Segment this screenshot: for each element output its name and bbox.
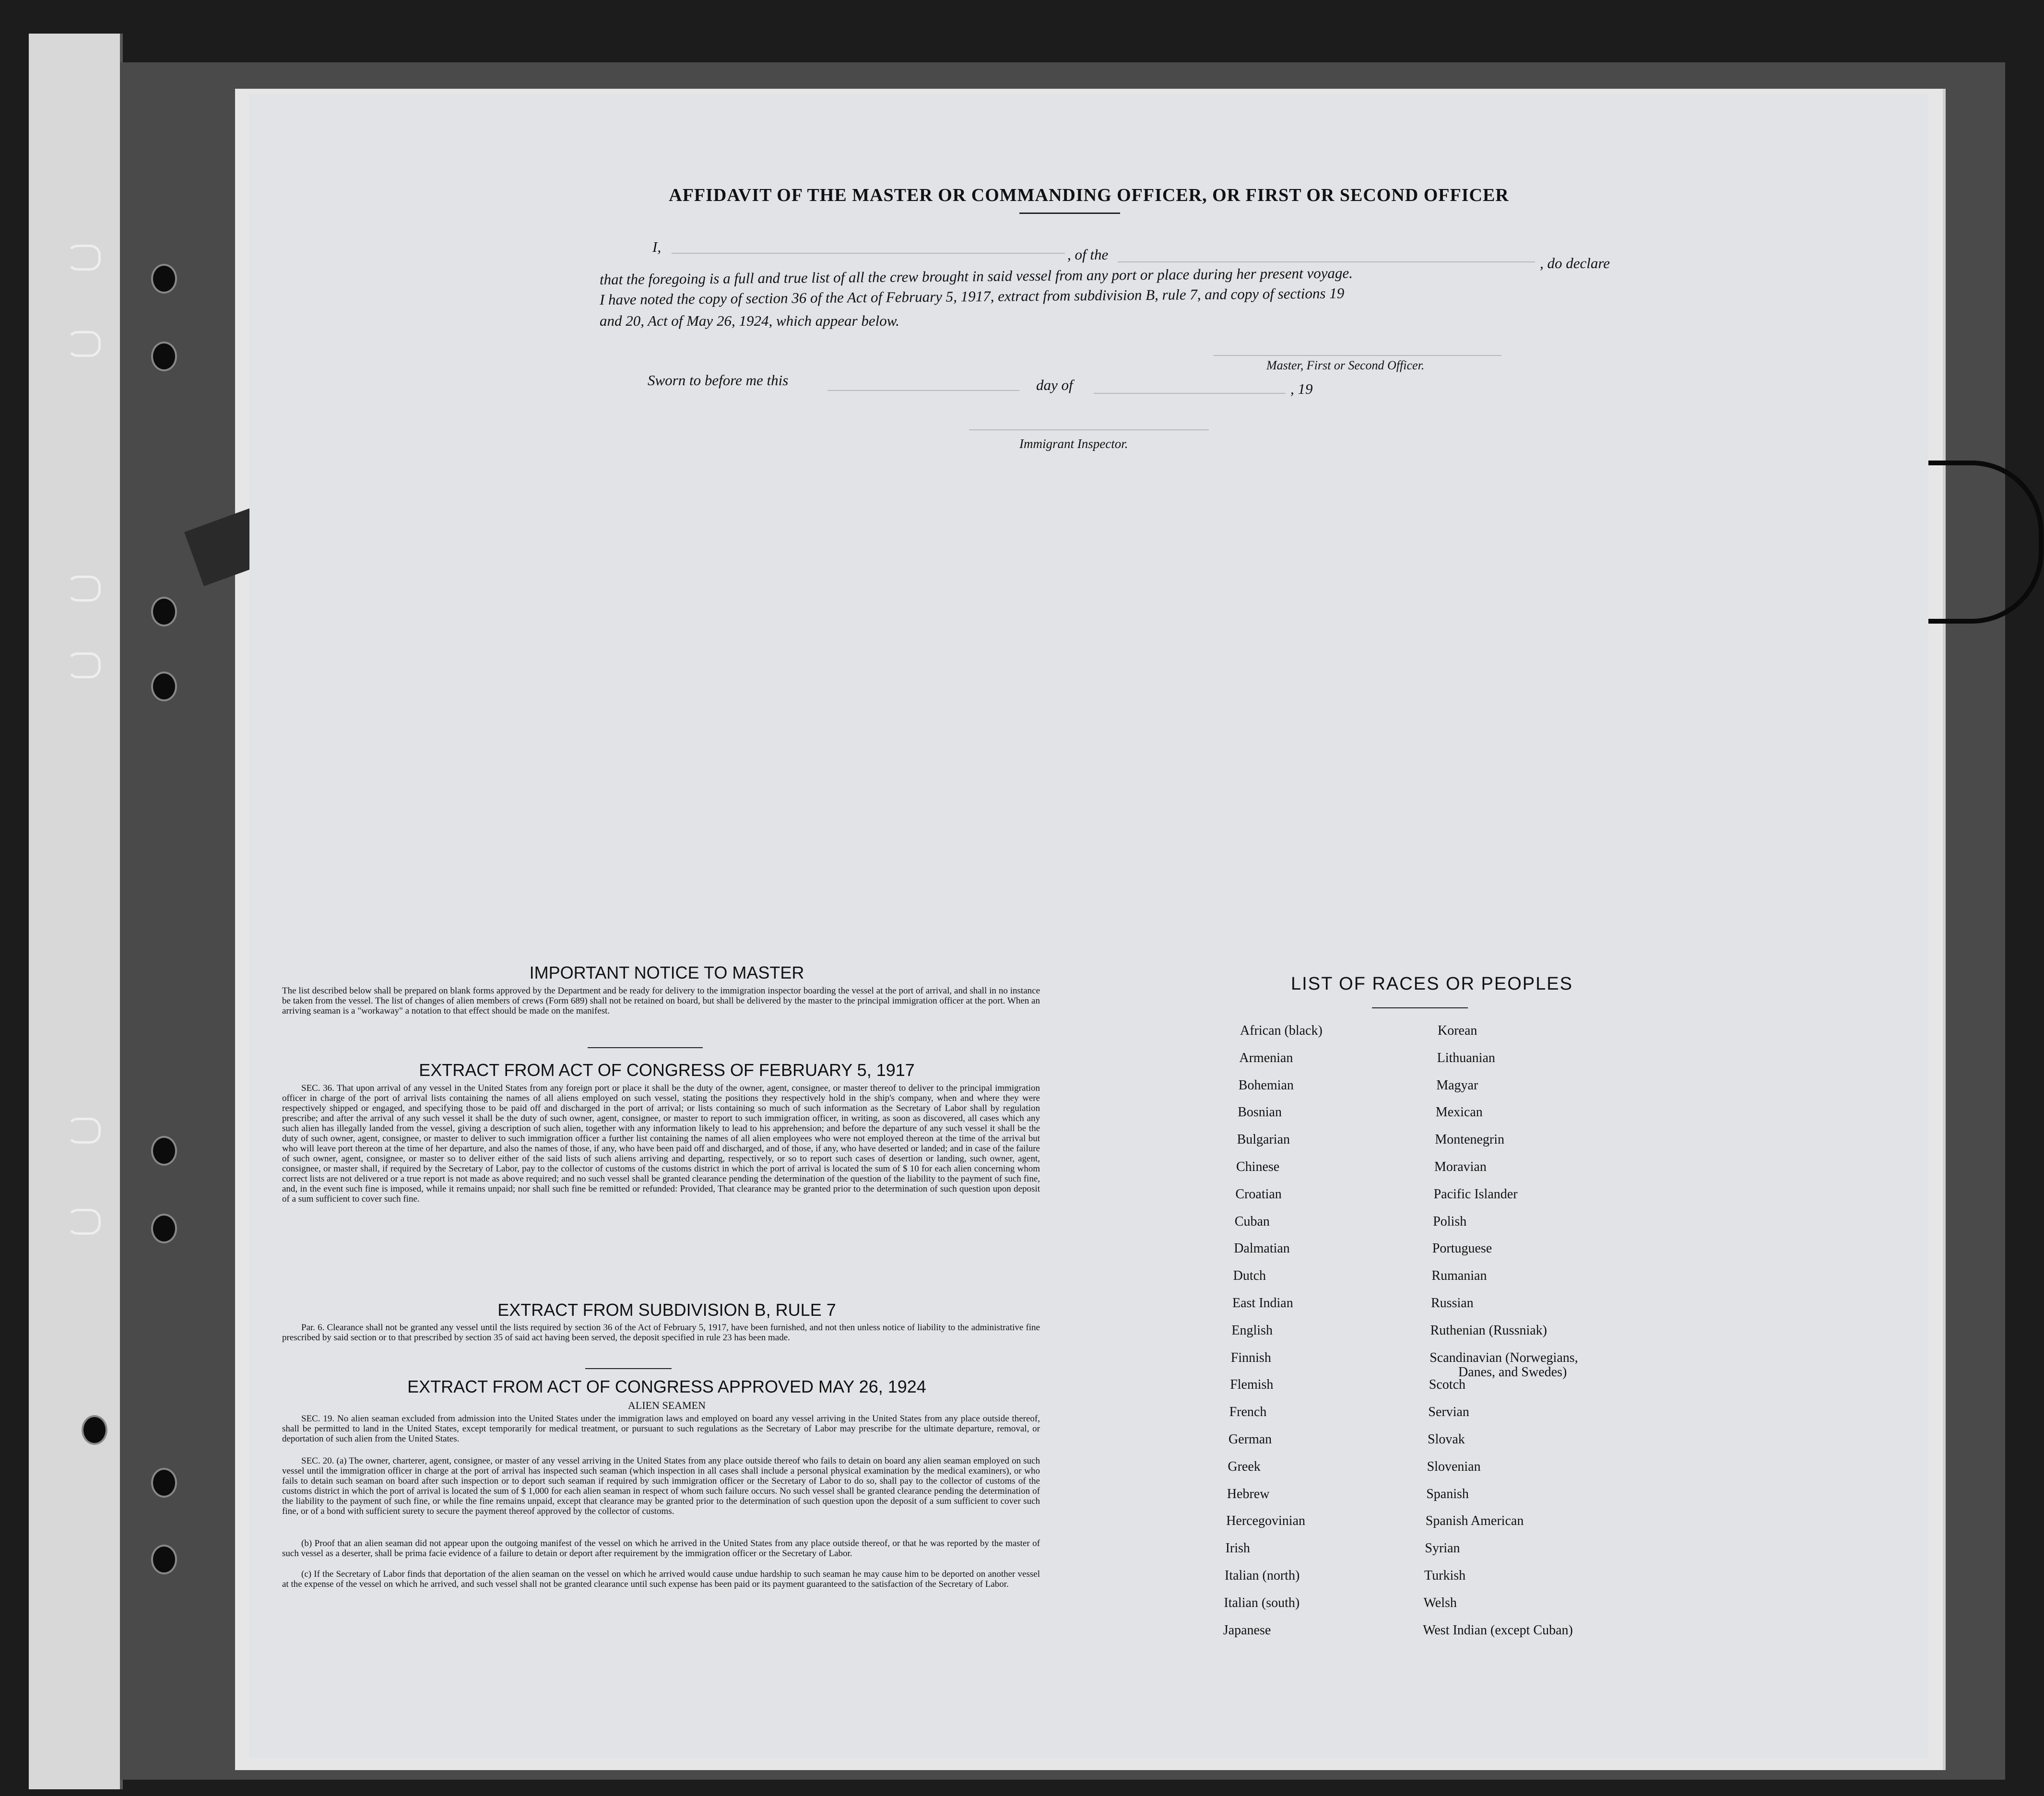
race-item: West Indian (except Cuban) [1423,1622,1573,1638]
race-item: Scandinavian (Norwegians, [1430,1350,1578,1365]
sworn-text: Sworn to before me this [648,372,789,389]
extract-rule7-body: Par. 6. Clearance shall not be granted any vessel until the lists required by section 36 of the Act of February 5, 1917, have been furnished, and not then unless notice of liability to the administrative fine prescribed by said section or to that prescribed by section 35 of said act having been served, the deposit specified in rule 23 has been made. [282,1323,1040,1343]
affidavit-line-4: and 20, Act of May 26, 1924, which appear below. [600,312,899,329]
race-item: Greek [1228,1459,1261,1474]
race-item: Hercegovinian [1226,1513,1306,1529]
affidavit-title: AFFIDAVIT OF THE MASTER OR COMMANDING OFFICER, OR FIRST OR SECOND OFFICER [669,185,1509,205]
race-item: Rumanian [1431,1268,1487,1284]
race-item: Moravian [1434,1159,1487,1174]
extract-1917-heading: EXTRACT FROM ACT OF CONGRESS OF FEBRUARY 5, 1917 [419,1060,915,1080]
race-item: Korean [1438,1023,1477,1038]
notice-body: The list described below shall be prepared on blank forms approved by the Department and be ready for delivery to the immigration inspector boarding the vessel at the port of arrival, and shall in no instance be taken from the vessel. The list of changes of alien members of crews (Form 689) shall not be retained on board, but shall be delivered by the master to the principal immigration officer at the port. When an arriving seaman is a "workaway" a notation to that effect should be made on the manifest. [282,986,1040,1016]
race-item: Slovak [1428,1432,1465,1447]
officer-name-field[interactable] [672,253,1065,254]
race-item: German [1229,1432,1272,1447]
race-item: Ruthenian (Russniak) [1430,1323,1548,1338]
binder-ring-icon [67,331,101,357]
punch-hole-icon [82,1415,107,1445]
race-item: Irish [1225,1541,1250,1556]
race-item: Bosnian [1238,1105,1282,1120]
punch-hole-icon [151,1136,177,1166]
race-item: Flemish [1230,1377,1274,1393]
races-rule [1372,1007,1468,1008]
notice-rule [588,1047,703,1048]
sworn-month-field[interactable] [1094,393,1286,394]
race-item: Welsh [1423,1595,1457,1610]
binder-ring-icon [67,1209,101,1235]
punch-hole-icon [151,264,177,294]
binder-ring-icon [67,652,101,678]
race-item: Bohemian [1238,1077,1294,1093]
sec-19-body: SEC. 19. No alien seaman excluded from admission into the United States under the immigration laws and employed on board any vessel arriving in the United States from any place outside thereof, shall be permitted to land in the United States, except temporarily for medical treatment, or pursuant to such regulations as the Secretary of Labor may prescribe for the ultimate departure, removal, or deportation of such alien from the United States. [282,1414,1040,1444]
punch-hole-icon [151,1545,177,1574]
race-item: Spanish American [1425,1513,1524,1529]
race-item: Turkish [1424,1568,1466,1583]
race-item: Mexican [1435,1105,1483,1120]
race-item: Russian [1431,1296,1474,1311]
race-item: Bulgarian [1237,1132,1290,1147]
race-item: Dutch [1233,1268,1266,1284]
inspector-label: Immigrant Inspector. [1019,437,1128,451]
sworn-day-field[interactable] [827,390,1019,391]
sec-20a-body: SEC. 20. (a) The owner, charterer, agent, consignee, or master of any vessel arriving in the United States from any place outside thereof who fails to detain on board any alien seaman employed on such vessel until the immigration officer in charge at the port of arrival has inspected such seaman (which inspection in all cases shall include a personal physical examination by the medical examiners), or who fails to detain such seaman on board after such inspection or to deport such seaman if required by such immigration officer or the Secretary of Labor to do so, shall pay to the collector of customs of the customs district in which the port of arrival is located the sum of $ 1,000 for each alien seaman in respect of whom such failure occurs. No such vessel shall be granted clearance pending the determination of the liability to the payment of such fine, or while the fine remains unpaid, except that clearance may be granted prior to the determination of such question upon the deposit of a sum sufficient to cover such fine, or of a bond with sufficient surety to secure the payment thereof approved by the collector of customs. [282,1456,1040,1516]
race-item: Finnish [1230,1350,1271,1365]
affidavit-title-rule [1019,213,1120,214]
sec-20b-body: (b) Proof that an alien seaman did not appear upon the outgoing manifest of the vessel on which he arrived in the United States from any place outside thereof, or that he was reported by the master of such vessel as a deserter, shall be prima facie evidence of a failure to detain or deport after requirement by the immigration officer or the Secretary of Labor. [282,1538,1040,1559]
extract-rule7-heading: EXTRACT FROM SUBDIVISION B, RULE 7 [497,1300,836,1320]
race-item: African (black) [1240,1023,1323,1038]
race-item: East Indian [1232,1296,1293,1311]
sworn-year: , 19 [1290,380,1313,397]
binder-ring-icon [67,1118,101,1144]
race-item: Pacific Islander [1433,1186,1518,1202]
race-item: Montenegrin [1435,1132,1505,1147]
race-item: Hebrew [1227,1486,1270,1501]
affidavit-i: I, [652,238,662,255]
binder-ring-icon [67,576,101,602]
affidavit-of-the: , of the [1067,246,1109,263]
race-item: Portuguese [1432,1241,1492,1256]
extract-1924-heading: EXTRACT FROM ACT OF CONGRESS APPROVED MAY 26, 1924 [407,1377,926,1396]
race-item: Italian (south) [1224,1595,1300,1610]
punch-hole-icon [151,672,177,701]
extract-1917-body: SEC. 36. That upon arrival of any vessel in the United States from any foreign port or place it shall be the duty of the owner, agent, consignee, or master thereof to deliver to the principal immigration officer in charge of the port of arrival lists containing the names of all aliens employed on such vessel, stating the positions they respectively hold in the ship's company, when and where they were respectively shipped or engaged, and specifying those to be paid off and discharged in the port of arrival; or lists containing so much of such information as the Secretary of Labor shall by regulation prescribe; and after the arrival of any such vessel it shall be the duty of such owner, agent, consignee, or master to report to such immigration officer, in writing, as soon as discovered, all cases which any such alien has illegally landed from the vessel, giving a description of such alien, together with any information likely to lead to his apprehension; and before the departure of any such vessel it shall be the duty of such owner, agent, consignee, or master to deliver to such immigration officer a further list containing the names of all alien employees who were not employed thereon at the time of the arrival but who will leave port thereon at the time of her departure, and also the names of those, if any, who have been paid off and discharged, and of those, if any, who have deserted or landed; and in case of the failure of such owner, agent, consignee, or master so to deliver either of the said lists of such aliens arriving and departing, respectively, or so to report such cases of desertion or landing, such owner, agent, consignee, or master shall, if required by the Secretary of Labor, pay to the collector of customs of the customs district in which the port of arrival is located the sum of $ 10 for each alien concerning whom correct lists are not delivered or a true report is not made as above required; and no such vessel shall be granted clearance pending the determination of the question of the liability to the payment of such fine, and, in the event such fine is imposed, while it remains unpaid; nor shall such fine be remitted or refunded: Provided, That clearance may be granted prior to the determination of such question upon deposit of a sum sufficient to cover such fine. [282,1083,1040,1204]
race-item: Syrian [1425,1541,1460,1556]
race-item: Servian [1428,1405,1469,1420]
notice-heading: IMPORTANT NOTICE TO MASTER [529,963,804,982]
race-item: Cuban [1234,1214,1270,1229]
races-heading: LIST OF RACES OR PEOPLES [1291,974,1573,994]
race-item: French [1229,1405,1267,1420]
race-item: English [1231,1323,1273,1338]
punch-hole-icon [151,1468,177,1498]
form-page [249,94,1928,1758]
affidavit-do-declare: , do declare [1540,255,1610,272]
race-item: Danes, and Swedes) [1458,1364,1567,1380]
race-item: Magyar [1436,1077,1478,1093]
race-item: Slovenian [1427,1459,1481,1474]
extract-1924-subheading: ALIEN SEAMEN [628,1399,706,1411]
race-item: Polish [1433,1214,1467,1229]
sworn-day-of: day of [1036,377,1073,393]
race-item: Lithuanian [1437,1050,1495,1065]
master-signature-field[interactable] [1214,355,1501,356]
inspector-signature-field[interactable] [969,429,1209,430]
affidavit-line-2: that the foregoing is a full and true list of all the crew brought in said vessel from any port or place during her present voyage. [599,264,1353,288]
race-item: Italian (north) [1225,1568,1300,1583]
binder-strip [29,34,120,1789]
race-item: Chinese [1236,1159,1280,1174]
punch-hole-icon [151,342,177,371]
sec-20c-body: (c) If the Secretary of Labor finds that deportation of the alien seaman on the vessel on which he arrived would cause undue hardship to such seaman he may cause him to be deported on another vessel at the expense of the vessel on which he arrived, and such vessel shall not be granted clearance until such expense has been paid or its payment guaranteed to the satisfaction of the Secretary of Labor. [282,1569,1040,1589]
race-item: Dalmatian [1234,1241,1290,1256]
punch-hole-icon [151,1214,177,1243]
race-item: Japanese [1223,1622,1271,1638]
binder-cord [1914,461,2044,624]
affidavit-line-3: I have noted the copy of section 36 of the Act of February 5, 1917, extract from subdivision B, rule 7, and copy of sections 19 [599,284,1345,308]
race-item: Croatian [1235,1186,1282,1202]
punch-hole-icon [151,597,177,626]
vessel-name-field[interactable] [1118,261,1535,262]
rule7-rule [585,1368,672,1369]
race-item: Armenian [1239,1050,1293,1065]
binder-ring-icon [67,245,101,271]
master-signature-label: Master, First or Second Officer. [1266,358,1425,372]
race-item: Scotch [1429,1377,1466,1393]
race-item: Spanish [1426,1486,1469,1501]
